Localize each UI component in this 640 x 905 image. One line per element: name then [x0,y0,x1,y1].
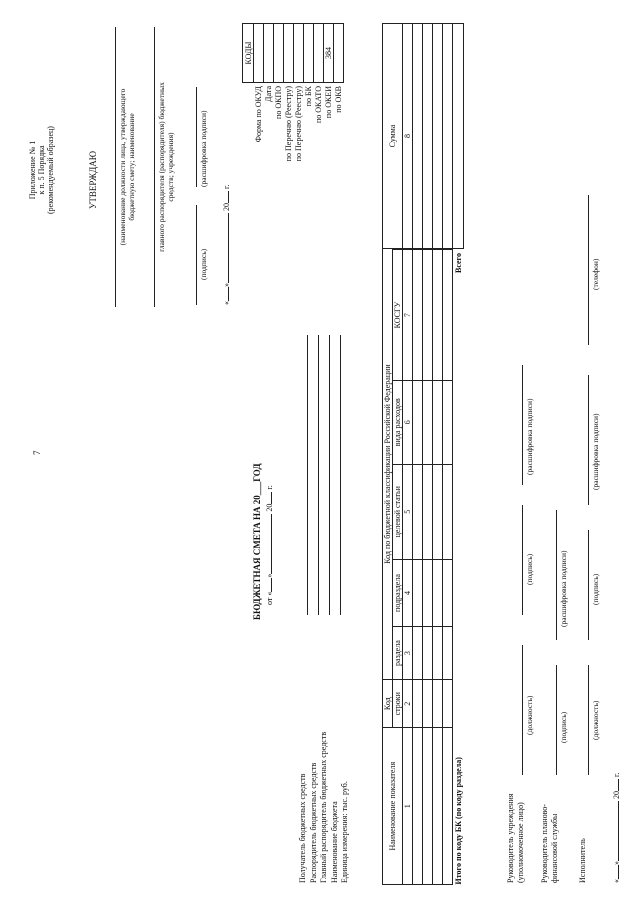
head-position-line [522,645,523,775]
fin-decipher-line [556,510,557,640]
smeta-year-suffix: г. [265,485,274,490]
exec-sign-caption: (подпись) [591,573,600,605]
col-name-header: Наименование показателя [383,728,403,885]
grand-total-cell [453,24,464,249]
smeta-from: от « [265,591,274,605]
approve-sign-line [196,205,197,305]
code-cell-registry-2 [294,24,304,83]
code-cell-okei: 384 [324,24,334,83]
colnum-3: 3 [403,627,413,680]
head-label-1: Руководитель учреждения [506,793,515,883]
code-label-bk: по БК [304,86,313,107]
page-number: 7 [32,450,42,455]
head-decipher-caption: (расшифровка подписи) [525,398,534,475]
head-sign-line [522,505,523,615]
approve-sign-caption: (подпись) [199,248,208,280]
field-line-3 [329,335,330,615]
field-recipient: Получатель бюджетных средств [298,773,307,883]
head-label [506,794,526,883]
sign-date [612,773,621,883]
table-row [423,24,433,885]
codes-header: КОДЫ [243,24,254,83]
appendix-line-3: (рекомендуемый образец) [46,126,55,214]
colnum-5: 5 [403,464,413,559]
approve-decipher-caption: (расшифровка подписи) [199,110,208,187]
approve-date [222,185,231,305]
code-label-date: Дата [264,86,273,102]
fin-decipher-caption: (расшифровка подписи) [559,550,568,627]
code-label-okato: по ОКАТО [314,86,323,124]
smeta-year-prefix: 20 [265,503,274,512]
fin-sign-line [556,665,557,775]
table-row [433,24,443,885]
col-sum-header: Сумма [383,24,403,249]
code-cell-date [264,24,274,83]
smeta-from-close: » [265,573,274,578]
fin-sign-caption: (подпись) [559,711,568,743]
fin-label-1: Руководитель планово- [540,804,549,883]
code-label-registry-2: по Перечню (Реестру) [294,86,303,162]
sign-date-close: » [612,861,621,865]
approve-decipher-line [196,87,197,187]
sign-year-suffix: г. [612,772,621,777]
appendix-note [28,95,55,245]
exec-position-line [588,665,589,775]
field-unit: Единица измерения: тыс. руб. [340,781,349,883]
head-position-caption: (должность) [525,695,534,735]
grand-total-label: Всего [453,253,463,273]
field-line-2 [318,335,319,615]
code-label-registry-1: по Перечню (Реестру) [284,86,293,162]
approve-caption-2a: главного распорядителя (распорядителя) бюджетных [157,82,166,252]
code-cell-okud [254,24,264,83]
exec-decipher-line [588,375,589,505]
approve-title: УТВЕРЖДАЮ [88,150,98,209]
approve-caption-1 [118,27,136,307]
smeta-title: БЮДЖЕТНАЯ СМЕТА НА 20___ГОД [252,463,262,620]
exec-sign-line [588,530,589,640]
code-cell-okv [334,24,344,83]
codes-table [242,23,344,83]
table-row [443,24,453,885]
total-by-bk-label: Итого по коду БК (по коду раздела) [453,757,463,885]
approve-date-open: « [222,301,231,305]
approve-line-1 [115,27,116,307]
code-cell-okpo [274,24,284,83]
colnum-7: 7 [403,250,413,381]
exec-phone-caption: (телефон) [591,258,600,290]
colnum-1: 1 [403,728,413,885]
budget-table [382,23,464,885]
col-podrazdel-header: подраздела [393,559,403,626]
approve-year-prefix: 20 [222,203,231,211]
head-decipher-line [522,365,523,485]
smeta-date [265,485,274,605]
fin-label-2: финансовой службы [550,813,559,883]
codes-labels [254,86,344,210]
code-cell-registry-1 [284,24,294,83]
col-bk-header: Код по бюджетной классификации Российской Федерации [383,249,393,680]
table-row [413,24,423,885]
col-kosgu-header: КОСГУ [393,250,403,381]
code-label-okpo: по ОКПО [274,86,283,119]
field-labels [298,732,351,883]
colnum-8: 8 [403,24,413,249]
field-manager: Распорядитель бюджетных средств [308,762,318,883]
code-label-okei: по ОКЕИ [324,86,333,119]
exec-position-caption: (должность) [591,700,600,740]
head-label-2: (уполномоченное лицо) [516,802,525,883]
approve-caption-1a: (наименование должности лица, утверждающего [118,88,127,246]
approve-year-suffix: г. [222,184,231,189]
approve-date-close: » [222,283,231,287]
approve-line-2 [154,27,155,307]
col-code-header: Код [383,680,393,728]
executor-label: Исполнитель [578,838,587,883]
col-celevoy-header: целевой статьи [393,464,403,559]
colnum-4: 4 [403,559,413,626]
exec-phone-line [588,195,589,345]
sign-year-prefix: 20 [612,791,621,799]
fin-label [540,804,560,883]
field-chief-manager: Главный распорядитель бюджетных средств [319,731,328,883]
approve-caption-2 [157,27,175,307]
code-label-okud: Форма по ОКУД [254,86,263,143]
col-vid-header: вида расходов [393,380,403,464]
col-razdel-header: раздела [393,627,403,680]
col-code-sub: строки [393,680,403,728]
field-line-4 [340,335,341,615]
field-budget-name: Наименование бюджета [329,801,339,883]
colnum-6: 6 [403,380,413,464]
code-label-okv: по ОКВ [334,86,343,113]
total-row [453,24,464,885]
sign-date-open: « [612,879,621,883]
appendix-line-2: к п. 5 Порядка [37,145,46,195]
code-cell-bk [304,24,314,83]
exec-decipher-caption: (расшифровка подписи) [591,413,600,490]
appendix-line-1: Приложение № 1 [28,140,37,200]
head-sign-caption: (подпись) [525,553,534,585]
approve-caption-2b: средств; учреждения) [166,132,175,202]
code-cell-okato [314,24,324,83]
field-line-1 [307,335,308,615]
colnum-2: 2 [403,680,413,728]
approve-caption-1b: бюджетную смету; наименование [127,113,136,221]
